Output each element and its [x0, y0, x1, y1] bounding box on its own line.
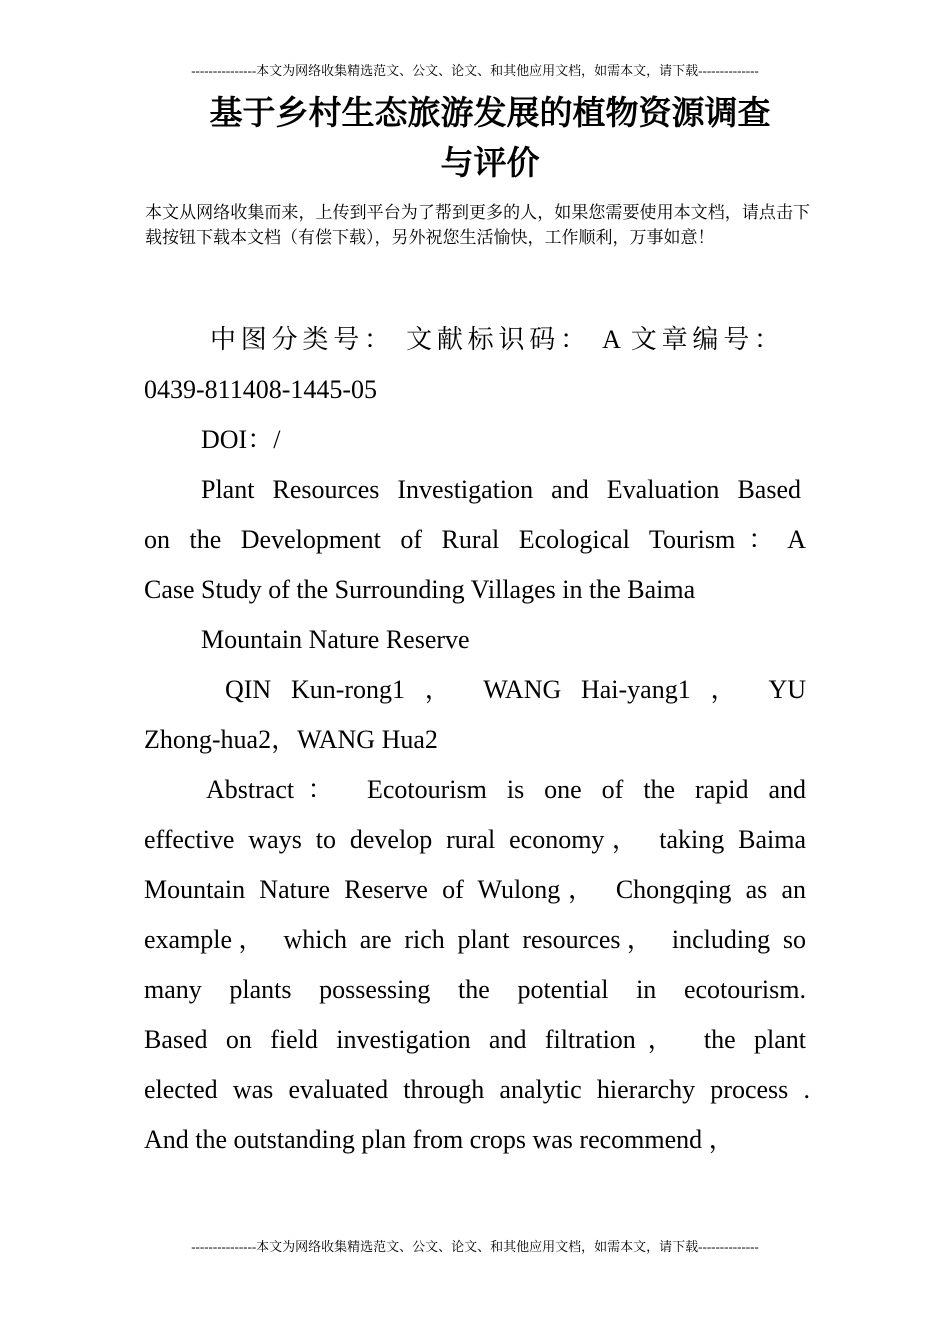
english-title-line: on the Development of Rural Ecological Tourism：A [144, 525, 806, 554]
classification-line: 中图分类号： 文献标识码： A 文章编号： [210, 325, 780, 354]
abstract-line: many plants possessing the potential in ecotourism. [144, 975, 806, 1004]
abstract-line: example， which are rich plant resources， including so [144, 925, 806, 954]
article-number: 0439-811408-1445-05 [144, 375, 378, 404]
doi-line: DOI：/ [201, 425, 281, 454]
download-notice: 本文从网络收集而来，上传到平台为了帮到更多的人，如果您需要使用本文档，请点击下载按钮下载本文档（有偿下载），另外祝您生活愉快，工作顺利，万事如意！ [145, 203, 810, 247]
abstract-line: Based on field investigation and filtration， the plant [144, 1025, 806, 1054]
document-title-line-1: 基于乡村生态旅游发展的植物资源调查 [209, 93, 771, 132]
header-banner: ---------------本文为网络收集精选范文、公文、论文、和其他应用文档，如需本文，请下载-------------- [191, 63, 759, 78]
footer-banner: ---------------本文为网络收集精选范文、公文、论文、和其他应用文档，如需本文，请下载-------------- [191, 1239, 759, 1254]
english-title-line: Case Study of the Surrounding Villages in the Baima [144, 575, 696, 604]
abstract-line: Mountain Nature Reserve of Wulong， Chongqing as an [144, 875, 806, 904]
authors-line: QIN Kun-rong1 ， WANG Hai-yang1 ， YU [225, 675, 806, 704]
abstract-line: effective ways to develop rural economy， taking Baima [144, 825, 806, 854]
abstract-line: And the outstanding plan from crops was recommend ， [144, 1125, 735, 1154]
authors-line: Zhong-hua2，WANG Hua2 [144, 725, 438, 754]
abstract-line: elected was evaluated through analytic hierarchy process . [144, 1075, 810, 1104]
english-title-line: Mountain Nature Reserve [201, 625, 470, 654]
abstract-line: Abstract： Ecotourism is one of the rapid and [206, 775, 806, 804]
english-title-line: Plant Resources Investigation and Evaluation Based [201, 475, 801, 504]
document-title-line-2: 与评价 [440, 143, 540, 182]
